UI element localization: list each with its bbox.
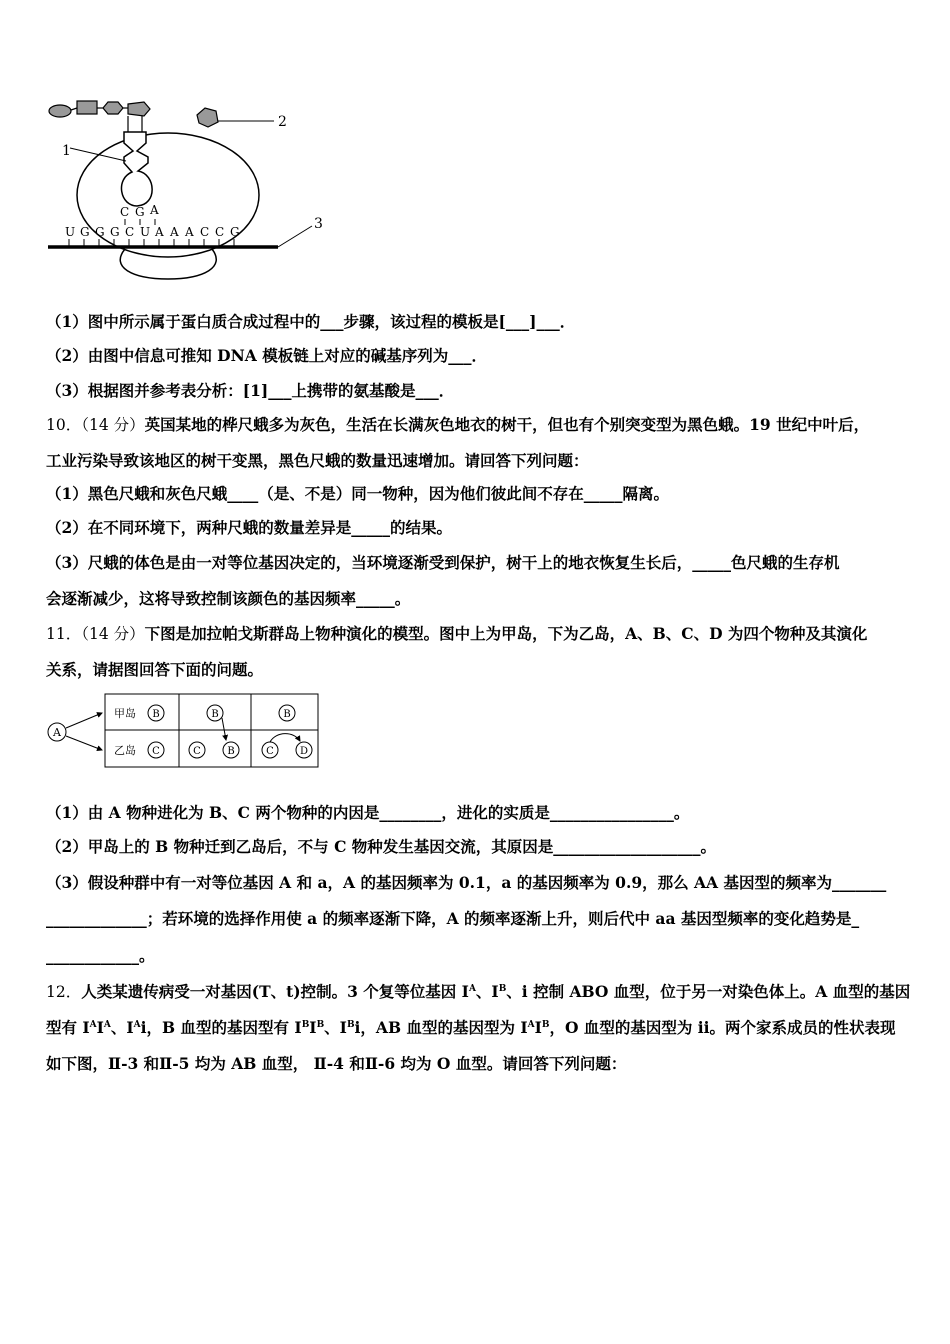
mrna-base: A — [185, 225, 194, 239]
mrna-base: G — [95, 225, 105, 239]
q10-part3-line1: （3）尺蛾的体色是由一对等位基因决定的，当环境逐渐受到保护，树干上的地衣恢复生长后，_____色尺蛾的生存机 — [46, 553, 840, 572]
q11-number: 11．（14 分） — [46, 625, 145, 643]
amino-acid-2 — [77, 101, 97, 114]
label-3: 3 — [314, 216, 323, 232]
label-2: 2 — [278, 114, 287, 130]
mrna-base: U — [65, 225, 76, 239]
translation-diagram — [40, 95, 340, 285]
island-yi-label: 乙岛 — [114, 744, 136, 757]
species-c-label: C — [266, 746, 274, 757]
q11-stem-line2: 关系，请据图回答下面的问题。 — [46, 660, 264, 679]
text: 型有 I — [46, 1018, 90, 1037]
text: 人类某遗传病受一对基因(T、t)控制。3 个复等位基因 I — [81, 982, 469, 1001]
q10-stem-line2: 工业污染导致该地区的树干变黑，黑色尺蛾的数量迅速增加。请回答下列问题： — [46, 451, 589, 470]
text: 、I — [475, 982, 499, 1001]
mrna-base: C — [200, 225, 210, 239]
q11-part1: （1）由 A 物种进化为 B、C 两个物种的内因是________，进化的实质是________________。 — [46, 803, 690, 822]
trna — [121, 132, 152, 206]
species-b-label: B — [283, 709, 291, 720]
q11-stem-text: 下图是加拉帕戈斯群岛上物种演化的模型。图中上为甲岛，下为乙岛，A、B、C、D 为四个物种及其演化 — [144, 624, 868, 643]
text: i，AB 血型的基因型为 I — [354, 1018, 528, 1037]
q11-part3-line1: （3）假设种群中有一对等位基因 A 和 a，A 的基因频率为 0.1，a 的基因频率为 0.9，那么 AA 基因型的频率为_______ — [46, 873, 887, 892]
q10-part1: （1）黑色尺蛾和灰色尺蛾____（是、不是）同一物种，因为他们彼此间不存在_____隔离。 — [46, 484, 670, 503]
speciation-diagram — [44, 690, 324, 772]
mrna-base: A — [155, 225, 164, 239]
superscript: A — [103, 1019, 111, 1030]
q11-part3-line3: ____________。 — [46, 946, 155, 965]
q11-part2: （2）甲岛上的 B 物种迁到乙岛后，不与 C 物种发生基因交流，其原因是___________________。 — [46, 837, 717, 856]
q12-stem-line2 — [46, 1018, 896, 1038]
island-jia-label: 甲岛 — [114, 707, 136, 720]
q10-stem-line1 — [46, 415, 869, 435]
species-d-label: D — [299, 746, 309, 757]
amino-acid-3 — [103, 102, 123, 114]
superscript: A — [89, 1019, 97, 1030]
q11-stem-line1 — [46, 624, 867, 644]
anticodon-3: A — [150, 203, 159, 217]
anticodon-2: G — [135, 205, 145, 219]
text: ，O 血型的基因型为 ii。两个家系成员的性状表现 — [549, 1018, 896, 1037]
species-c-label: C — [193, 746, 201, 757]
anticodon-1: C — [120, 205, 130, 219]
mrna-base: C — [125, 225, 135, 239]
mrna-base: A — [170, 225, 179, 239]
text: i，B 血型的基因型有 I — [140, 1018, 302, 1037]
text: I — [534, 1018, 542, 1037]
amino-acid-4 — [128, 102, 150, 116]
q11-part3-line2: _____________；若环境的选择作用使 a 的频率逐渐下降，A 的频率逐渐上升，则后代中 aa 基因型频率的变化趋势是_ — [46, 909, 860, 928]
text: 、I — [110, 1018, 134, 1037]
mrna-base: C — [215, 225, 225, 239]
text: I — [96, 1018, 104, 1037]
q12-number: 12． — [46, 983, 82, 1001]
species-b-label: B — [152, 709, 160, 720]
mrna-base: G — [80, 225, 90, 239]
mrna-bases — [65, 225, 240, 239]
species-b-label: B — [211, 709, 219, 720]
superscript: B — [316, 1019, 325, 1030]
text: 、i 控制 ABO 血型，位于另一对染色体上。A 血型的基因 — [506, 982, 911, 1001]
q10-part3-line2: 会逐渐减少，这将导致控制该颜色的基因频率_____。 — [46, 589, 411, 608]
q9-part2: （2）由图中信息可推知 DNA 模板链上对应的碱基序列为___． — [46, 346, 487, 365]
species-a-label: A — [53, 726, 61, 739]
text: I — [309, 1018, 317, 1037]
superscript: B — [346, 1019, 355, 1030]
q12-stem-line3: 如下图，Ⅱ-3 和Ⅱ-5 均为 AB 血型， Ⅱ-4 和Ⅱ-6 均为 O 血型。请回答下列问题： — [46, 1054, 627, 1073]
q9-part3: （3）根据图并参考表分析：[1]___上携带的氨基酸是___． — [46, 381, 455, 400]
superscript: B — [498, 983, 507, 994]
species-b-label: B — [227, 746, 235, 757]
q10-part2: （2）在不同环境下，两种尺蛾的数量差异是_____的结果。 — [46, 518, 453, 537]
q10-stem-text: 英国某地的桦尺蛾多为灰色，生活在长满灰色地衣的树干，但也有个别突变型为黑色蛾。19 世纪中叶后， — [144, 415, 870, 434]
species-c-label: C — [152, 746, 160, 757]
mrna-base: G — [230, 225, 240, 239]
label-1: 1 — [62, 143, 71, 159]
superscript: B — [541, 1019, 550, 1030]
text: 、I — [324, 1018, 347, 1037]
superscript: B — [301, 1019, 310, 1030]
superscript: A — [133, 1019, 141, 1030]
amino-acid-1 — [49, 105, 71, 117]
mrna-base: G — [110, 225, 120, 239]
superscript: A — [468, 983, 476, 994]
free-amino-acid — [197, 108, 218, 127]
mrna-base: U — [140, 225, 151, 239]
superscript: A — [527, 1019, 535, 1030]
q9-part1: （1）图中所示属于蛋白质合成过程中的___步骤，该过程的模板是[___]___． — [46, 312, 576, 331]
q12-stem-line1 — [46, 982, 910, 1002]
q10-number: 10．（14 分） — [46, 416, 145, 434]
